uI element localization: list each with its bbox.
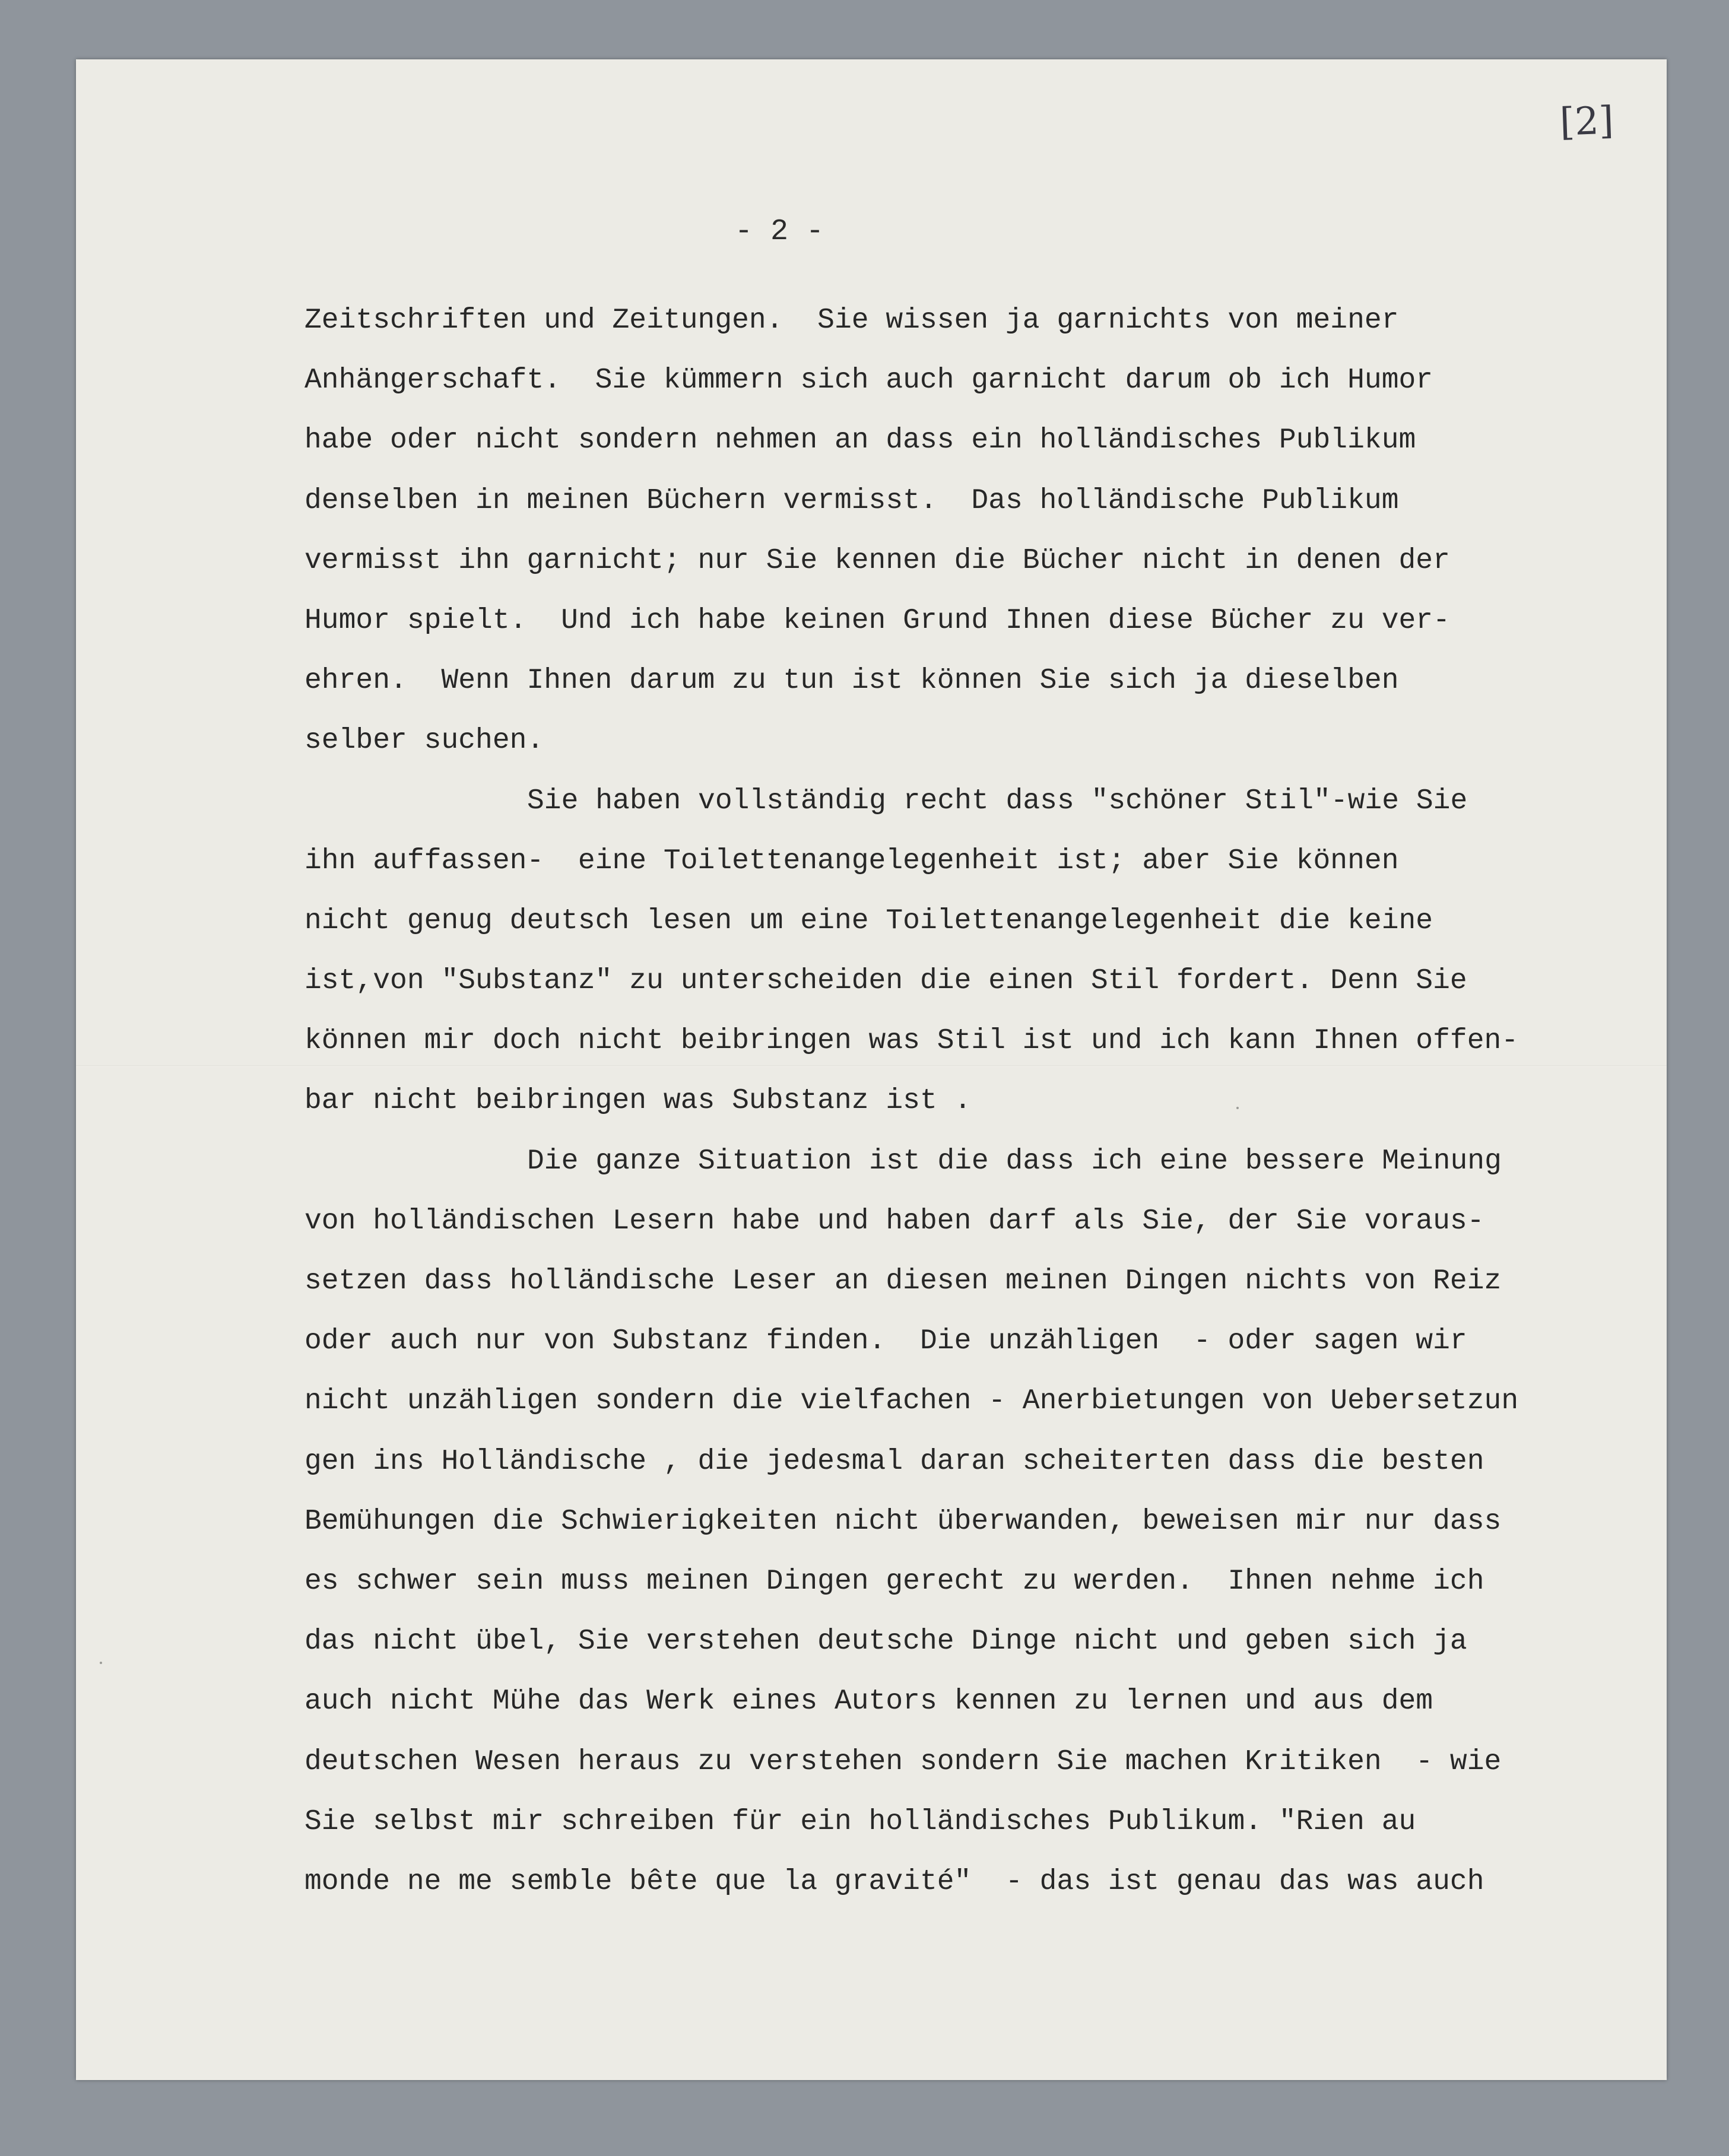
text-line: ist,von "Substanz" zu unterscheiden die einen Stil fordert. Denn Sie <box>304 965 1467 998</box>
text-line: monde ne me semble bête que la gravité" - das ist genau das was auch <box>304 1865 1484 1898</box>
text-line: deutschen Wesen heraus zu verstehen sondern Sie machen Kritiken - wie <box>304 1745 1502 1778</box>
archive-page-number: [2] <box>1559 99 1614 145</box>
text-line: gen ins Holländische , die jedesmal daran scheiterten dass die besten <box>304 1445 1484 1478</box>
text-line: ehren. Wenn Ihnen darum zu tun ist können Sie sich ja dieselben <box>304 665 1399 697</box>
text-line: habe oder nicht sondern nehmen an dass ein holländisches Publikum <box>304 424 1416 457</box>
text-line: Humor spielt. Und ich habe keinen Grund Ihnen diese Bücher zu ver- <box>304 604 1450 637</box>
text-line: das nicht übel, Sie verstehen deutsche Dinge nicht und geben sich ja <box>304 1625 1467 1658</box>
text-line: es schwer sein muss meinen Dingen gerecht zu werden. Ihnen nehme ich <box>304 1565 1484 1598</box>
letter-page <box>76 59 1667 2080</box>
paper-speck <box>100 1662 102 1664</box>
text-line: Bemühungen die Schwierigkeiten nicht überwanden, beweisen mir nur dass <box>304 1505 1502 1538</box>
text-line: Sie selbst mir schreiben für ein holländisches Publikum. "Rien au <box>304 1805 1416 1838</box>
text-line: denselben in meinen Büchern vermisst. Das holländische Publikum <box>304 484 1399 517</box>
text-line: oder auch nur von Substanz finden. Die unzähligen - oder sagen wir <box>304 1325 1467 1358</box>
text-line: von holländischen Lesern habe und haben darf als Sie, der Sie voraus- <box>304 1205 1484 1237</box>
letter-body <box>304 291 1646 1912</box>
text-line: Zeitschriften und Zeitungen. Sie wissen ja garnichts von meiner <box>304 304 1399 336</box>
page-number: - 2 - <box>735 215 824 249</box>
text-line: ihn auffassen- eine Toilettenangelegenheit ist; aber Sie können <box>304 844 1399 877</box>
text-line: nicht genug deutsch lesen um eine Toilettenangelegenheit die keine <box>304 904 1433 937</box>
text-line: vermisst ihn garnicht; nur Sie kennen die Bücher nicht in denen der <box>304 544 1450 577</box>
text-line: bar nicht beibringen was Substanz ist . <box>304 1085 972 1117</box>
paper-speck <box>1236 1107 1239 1109</box>
text-line: Sie haben vollständig recht dass "schöner Stil"-wie Sie <box>527 785 1468 817</box>
text-line: nicht unzähligen sondern die vielfachen - Anerbietungen von Uebersetzun <box>304 1385 1519 1418</box>
text-line: auch nicht Mühe das Werk eines Autors kennen zu lernen und aus dem <box>304 1685 1433 1718</box>
text-line: selber suchen. <box>304 725 544 757</box>
text-line: können mir doch nicht beibringen was Stil ist und ich kann Ihnen offen- <box>304 1025 1519 1058</box>
text-line: Die ganze Situation ist die dass ich eine bessere Meinung <box>527 1145 1502 1177</box>
text-line: Anhängerschaft. Sie kümmern sich auch garnicht darum ob ich Humor <box>304 364 1433 397</box>
text-line: setzen dass holländische Leser an diesen meinen Dingen nichts von Reiz <box>304 1265 1502 1297</box>
